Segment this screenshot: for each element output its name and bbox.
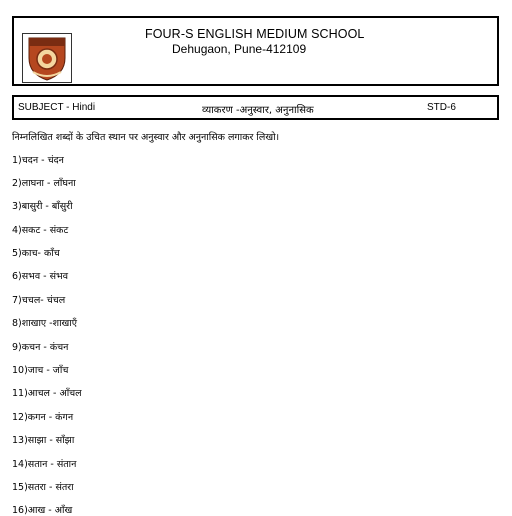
list-item: 1)चदन - चंदन [12, 155, 64, 166]
list-item: 9)कचन - कंचन [12, 342, 69, 353]
list-item: 6)सभव - संभव [12, 271, 68, 282]
school-name: FOUR-S ENGLISH MEDIUM SCHOOL [145, 27, 365, 41]
list-item: 7)चचल- चंचल [12, 295, 66, 306]
list-item: 10)जाच - जाँच [12, 365, 69, 376]
list-item: 16)आख - आँख [12, 505, 73, 516]
list-item: 14)सतान - संतान [12, 459, 77, 470]
list-item: 8)शाखाए -शाखाएँ [12, 318, 78, 329]
list-item: 5)काच- काँच [12, 248, 60, 259]
list-item: 11)आचल - आँचल [12, 388, 82, 399]
list-item: 4)सकट - संकट [12, 225, 69, 236]
instruction-text: निम्नलिखित शब्दों के उचित स्थान पर अनुस्वार और अनुनासिक लगाकर लिखो। [12, 132, 280, 143]
list-item: 2)लाघना - लाँघना [12, 178, 76, 189]
school-logo [22, 33, 72, 83]
list-item: 3)बासुरी - बाँसुरी [12, 201, 73, 212]
list-item: 15)सतरा - संतरा [12, 482, 74, 493]
subject-bar [12, 95, 499, 120]
topic-label: व्याकरण -अनुस्वार, अनुनासिक [202, 105, 314, 116]
list-item: 12)कगन - कंगन [12, 412, 74, 423]
school-crest-logo-icon [23, 34, 71, 82]
school-address: Dehugaon, Pune-412109 [172, 42, 307, 56]
subject-label: SUBJECT - Hindi [18, 102, 96, 113]
std-label: STD-6 [427, 102, 456, 113]
list-item: 13)साझा - साँझा [12, 435, 75, 446]
